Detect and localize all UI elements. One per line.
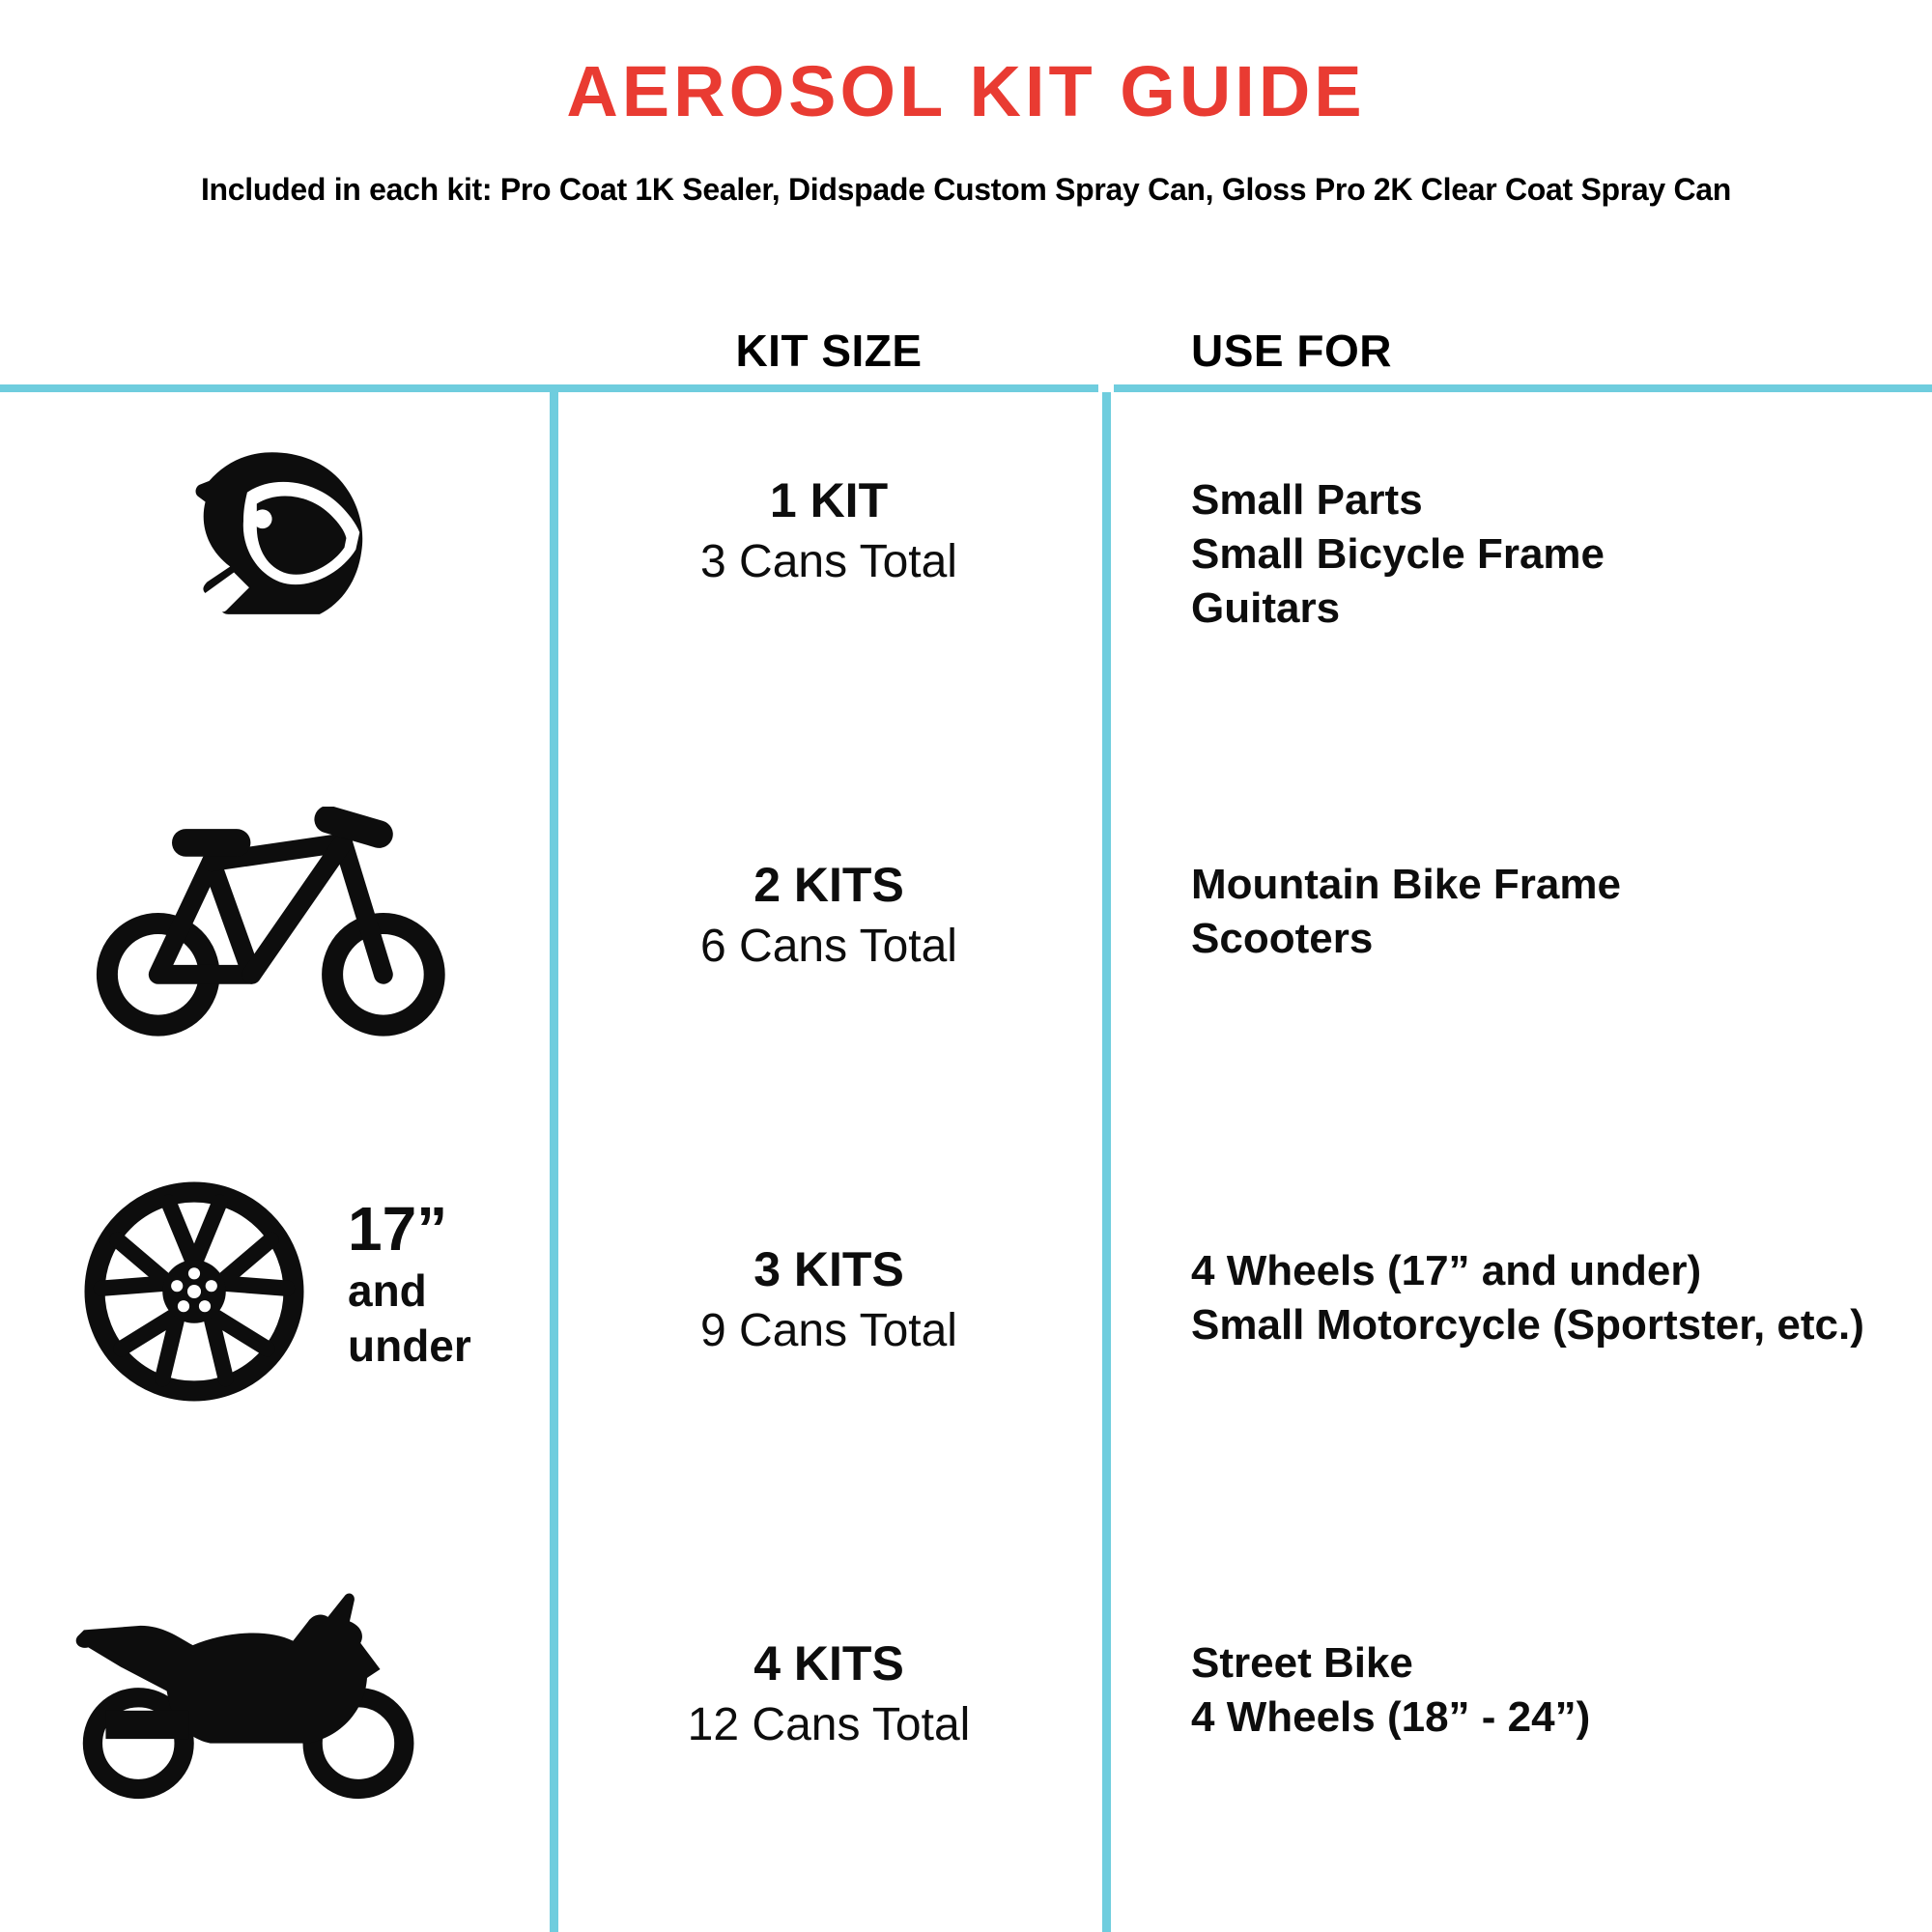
use-for-item: Scooters — [1191, 915, 1374, 962]
helmet-icon — [177, 446, 377, 628]
cans-total: 9 Cans Total — [700, 1305, 957, 1356]
cans-total: 12 Cans Total — [687, 1699, 971, 1750]
use-for-item: Guitars — [1191, 584, 1341, 632]
use-for-item: Street Bike — [1191, 1639, 1413, 1687]
kit-count: 2 KITS — [753, 858, 904, 912]
use-for-item: Small Parts — [1191, 476, 1423, 524]
use-for-cell — [1191, 858, 1906, 966]
page-title: AEROSOL KIT GUIDE — [566, 51, 1366, 131]
use-for-item: 4 Wheels (18” - 24”) — [1191, 1693, 1591, 1741]
wheel-size-text: and — [348, 1265, 427, 1316]
wheel-size-value: 17” — [348, 1194, 448, 1264]
table-top-border-left — [0, 384, 1098, 392]
use-for-cell — [1191, 473, 1906, 636]
use-for-cell — [1191, 1636, 1906, 1745]
kit-size-cell — [558, 1633, 1099, 1756]
kit-count: 1 KIT — [769, 473, 889, 527]
use-for-item: Mountain Bike Frame — [1191, 861, 1621, 908]
kit-size-cell — [558, 854, 1099, 978]
use-for-item: Small Motorcycle (Sportster, etc.) — [1191, 1301, 1864, 1349]
kit-size-cell — [558, 469, 1099, 593]
table-top-border-right — [1114, 384, 1932, 392]
use-for-item: Small Bicycle Frame — [1191, 530, 1605, 578]
kit-count: 4 KITS — [753, 1636, 904, 1690]
kit-count: 3 KITS — [753, 1242, 904, 1296]
cans-total: 6 Cans Total — [700, 921, 957, 972]
bicycle-icon — [92, 807, 454, 1040]
wheel-size-label — [348, 1194, 551, 1374]
column-header-use-for: USE FOR — [1191, 326, 1392, 376]
column-divider-2 — [1102, 392, 1111, 1932]
motorcycle-icon — [46, 1567, 457, 1806]
use-for-item: 4 Wheels (17” and under) — [1191, 1247, 1702, 1294]
wheel-icon — [81, 1179, 307, 1405]
kit-size-cell — [558, 1238, 1099, 1362]
cans-total: 3 Cans Total — [700, 536, 957, 587]
column-header-kit-size: KIT SIZE — [735, 326, 923, 376]
page-subtitle: Included in each kit: Pro Coat 1K Sealer, Didspade Custom Spray Can, Gloss Pro 2K Clear Coat Spray Can — [200, 172, 1732, 207]
column-divider-1 — [550, 392, 558, 1932]
wheel-size-text: under — [348, 1321, 471, 1371]
use-for-cell — [1191, 1244, 1906, 1352]
